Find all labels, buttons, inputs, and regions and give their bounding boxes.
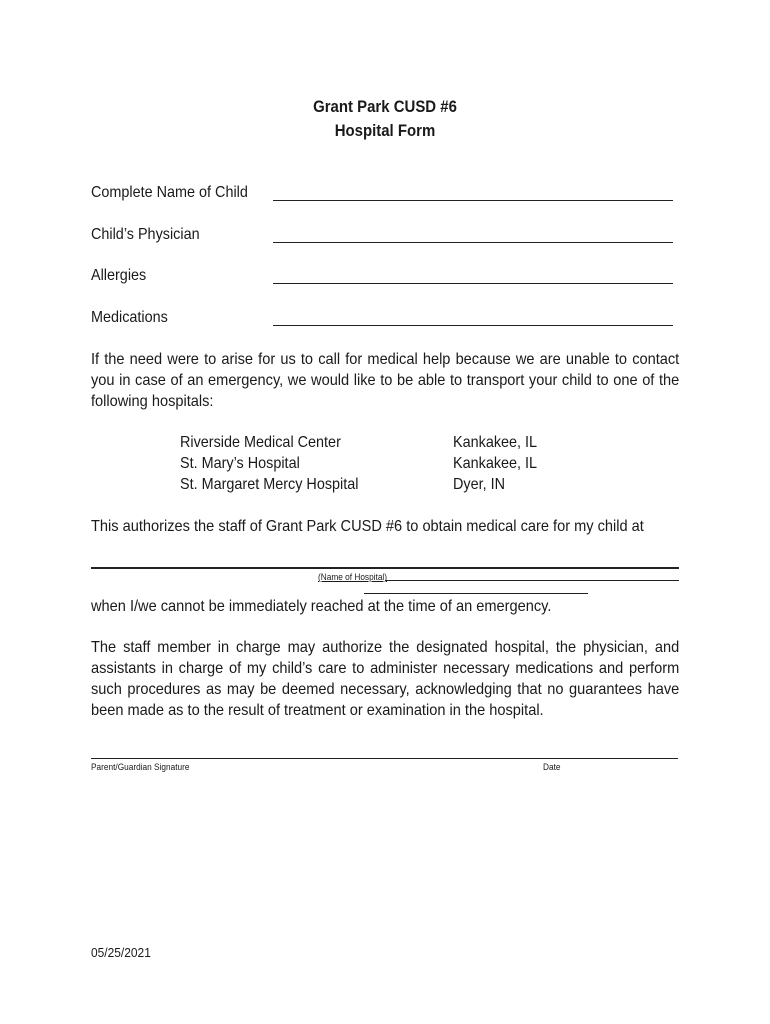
title-district: Grant Park CUSD #6: [313, 97, 457, 116]
hospital-underline-rule: [364, 593, 588, 594]
field-medications[interactable]: [91, 307, 676, 331]
field-physician[interactable]: [91, 224, 676, 248]
hospital-row: [180, 453, 600, 474]
title-form-name: Hospital Form: [334, 121, 436, 140]
medications-line[interactable]: [273, 325, 673, 326]
hospital-caption-rule: [385, 580, 679, 581]
hospital-name: Riverside Medical Center: [180, 434, 341, 451]
form-title: [0, 95, 770, 143]
field-child-name[interactable]: [91, 182, 676, 206]
signature-caption: Parent/Guardian Signature: [91, 762, 190, 772]
unreachable-text: when I/we cannot be immediately reached at the time of an emergency.: [91, 598, 552, 615]
consent-paragraph: The staff member in charge may authorize the designated hospital, the physician, and assistants in charge of my child’s care to administer necessary medications and perform such procedures as may be deemed necessary, acknowledging that no guarantees have been made as to the result of treatment or examination in the hospital.: [91, 639, 680, 719]
hospital-name: St. Margaret Mercy Hospital: [180, 476, 359, 493]
field-label-child-name: Complete Name of Child: [91, 184, 248, 201]
field-label-allergies: Allergies: [91, 267, 147, 284]
footer-date: 05/25/2021: [91, 945, 151, 960]
hospital-name: St. Mary’s Hospital: [180, 455, 300, 472]
hospital-city: Kankakee, IL: [453, 455, 538, 472]
physician-line[interactable]: [273, 242, 673, 243]
signature-line[interactable]: [91, 758, 678, 759]
allergies-line[interactable]: [273, 283, 673, 284]
hospital-name-caption: (Name of Hospital): [318, 572, 388, 582]
hospital-row: [180, 432, 600, 453]
hospital-city: Kankakee, IL: [453, 434, 538, 451]
hospital-row: [180, 474, 600, 495]
hospital-city: Dyer, IN: [453, 476, 506, 493]
field-label-physician: Child’s Physician: [91, 226, 200, 243]
child-name-line[interactable]: [273, 200, 673, 201]
date-caption: Date: [543, 762, 561, 772]
field-allergies[interactable]: [91, 265, 676, 289]
authorization-text: This authorizes the staff of Grant Park CUSD #6 to obtain medical care for my child at: [91, 518, 644, 535]
field-label-medications: Medications: [91, 309, 168, 326]
hospital-name-line[interactable]: [91, 567, 679, 569]
intro-paragraph: If the need were to arise for us to call for medical help because we are unable to contact you in case of an emergency, we would like to be able to transport your child to one of the following hospitals:: [91, 351, 680, 410]
